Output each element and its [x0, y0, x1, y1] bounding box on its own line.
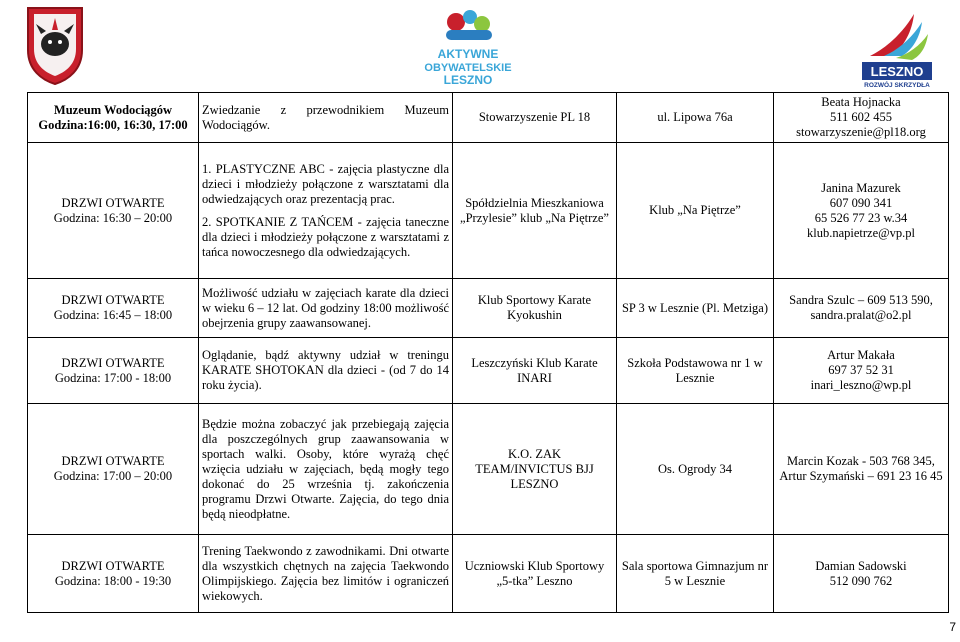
contact-cell	[774, 535, 949, 613]
contact-line: 512 090 762	[829, 573, 893, 588]
location-cell	[617, 535, 774, 613]
contact-line: Beata Hojnacka	[821, 95, 901, 109]
contact-cell	[774, 279, 949, 338]
time-line: Godzina: 18:00 - 19:30	[54, 573, 172, 588]
organizer-text: Spółdzielnia Mieszkaniowa „Przylesie” klub „Na Piętrze”	[460, 195, 609, 225]
logo-word-1: AKTYWNE	[437, 47, 499, 61]
logo-word-2: OBYWATELSKIE	[424, 62, 512, 74]
contact-cell	[774, 93, 949, 143]
location-cell	[617, 93, 774, 143]
location-text: Klub „Na Piętrze”	[649, 203, 741, 217]
organizer-cell	[453, 338, 617, 404]
description-text: Zwiedzanie z przewodnikiem Muzeum Wodociągów.	[202, 102, 449, 132]
schedule-table	[27, 92, 949, 613]
table-row	[28, 535, 949, 613]
location-text: Sala sportowa Gimnazjum nr 5 w Lesznie	[621, 558, 769, 588]
organizer-text: LESZNO	[510, 476, 559, 491]
contact-line: klub.napietrze@vp.pl	[806, 225, 915, 240]
time-line: Godzina: 17:00 – 20:00	[53, 469, 173, 483]
time-cell	[28, 93, 199, 143]
leszno-logo-subtitle: ROZWÓJ SKRZYDŁA	[864, 82, 930, 88]
time-cell	[28, 404, 199, 535]
coat-of-arms-logo	[24, 4, 86, 86]
time-line: DRZWI OTWARTE	[61, 454, 165, 468]
time-line: Godzina: 17:00 - 18:00	[54, 370, 172, 385]
location-cell	[617, 338, 774, 404]
location-cell	[617, 143, 774, 279]
time-cell	[28, 535, 199, 613]
organizer-cell	[453, 404, 617, 535]
organizer-text: K.O. ZAK	[507, 446, 562, 461]
time-line: Godzina: 16:30 – 20:00	[53, 210, 173, 225]
organizer-cell	[453, 535, 617, 613]
contact-line: Artur Szymański – 691 23 16 45	[779, 469, 943, 483]
table-row	[28, 404, 949, 535]
organizer-text: Stowarzyszenie PL 18	[478, 110, 591, 124]
logo-word-3: LESZNO	[443, 73, 493, 87]
location-text: Os. Ogrody 34	[658, 461, 732, 476]
contact-line: Janina Mazurek	[821, 180, 901, 195]
time-line: DRZWI OTWARTE	[61, 293, 165, 307]
organizer-cell	[453, 143, 617, 279]
organizer-cell	[453, 279, 617, 338]
location-cell	[617, 404, 774, 535]
time-line: Muzeum Wodociągów	[53, 102, 173, 117]
table-row	[28, 338, 949, 404]
description-cell	[199, 404, 453, 535]
leszno-city-logo	[862, 8, 932, 88]
organizer-cell	[453, 93, 617, 143]
table-row	[28, 143, 949, 279]
contact-line: 511 602 455	[829, 110, 893, 124]
contact-cell	[774, 338, 949, 404]
time-line: Godzina:16:00, 16:30, 17:00	[38, 117, 188, 132]
contact-line: inari_leszno@wp.pl	[810, 378, 912, 392]
description-text: Będzie można zobaczyć jak przebiegają zajęcia dla poszczególnych grup zaawansowania w sportach walki. Osoby, które wyrażą chęć wzięcia udziału w zajęciach, będą mogły tego dokonać do 25 września tj. zakończenia programu Drzwi Otwarte. Zajęcia, do tego dnia będą nieodpłatne.	[202, 416, 449, 521]
description-cell	[199, 279, 453, 338]
table-row	[28, 279, 949, 338]
time-line: DRZWI OTWARTE	[61, 195, 165, 210]
contact-line: Marcin Kozak - 503 768 345,	[787, 454, 935, 468]
contact-cell	[774, 143, 949, 279]
contact-line: Sandra Szulc – 609 513 590, sandra.pralat@o2.pl	[789, 293, 933, 322]
description-cell	[199, 143, 453, 279]
time-line: Godzina: 16:45 – 18:00	[53, 308, 173, 322]
table-row	[28, 93, 949, 143]
description-cell	[199, 93, 453, 143]
contact-line: stowarzyszenie@pl18.org	[796, 125, 926, 139]
description-text: 2. SPOTKANIE Z TAŃCEM - zajęcia taneczne dla dzieci i młodzieży połączone z warsztatami z tańca nowoczesnego dla odwiedzających.	[202, 214, 449, 259]
organizer-text: TEAM/INVICTUS BJJ	[475, 461, 594, 476]
organizer-text: Leszczyński Klub Karate INARI	[471, 355, 598, 385]
description-text: Trening Taekwondo z zawodnikami. Dni otwarte dla wszystkich chętnych na zajęcia Taekwondo Olimpijskiego. Zajęcia bez limitów i ograniczeń wiekowych.	[202, 543, 449, 603]
time-cell	[28, 143, 199, 279]
description-text: 1. PLASTYCZNE ABC - zajęcia plastyczne dla dzieci i młodzieży połączone z warsztatami dla odwiedzających oraz prezentacją prac.	[202, 161, 449, 206]
page-number: 7	[949, 620, 956, 634]
time-line: DRZWI OTWARTE	[61, 558, 165, 573]
aktywne-obywatelskie-leszno-logo	[416, 8, 520, 88]
time-cell	[28, 338, 199, 404]
organizer-text: Uczniowski Klub Sportowy „5-tka” Leszno	[464, 558, 605, 588]
location-cell	[617, 279, 774, 338]
description-cell	[199, 535, 453, 613]
description-text: Możliwość udziału w zajęciach karate dla dzieci w wieku 6 – 12 lat. Od godziny 18:00 możliwość obejrzenia grupy zaawansowanej.	[202, 285, 449, 330]
location-text: ul. Lipowa 76a	[657, 110, 733, 124]
contact-line: Damian Sadowski	[815, 558, 907, 573]
organizer-text: Klub Sportowy Karate Kyokushin	[477, 293, 592, 322]
location-text: Szkoła Podstawowa nr 1 w Lesznie	[627, 355, 763, 385]
contact-line: 697 37 52 31	[828, 363, 894, 377]
time-line: DRZWI OTWARTE	[61, 355, 165, 370]
time-cell	[28, 279, 199, 338]
contact-cell	[774, 404, 949, 535]
location-text: SP 3 w Lesznie (Pl. Metziga)	[621, 300, 769, 315]
contact-line: 65 526 77 23 w.34	[814, 210, 908, 225]
contact-line: 607 090 341	[829, 195, 893, 210]
leszno-logo-title: LESZNO	[870, 64, 924, 79]
description-text: Oglądanie, bądź aktywny udział w treningu KARATE SHOTOKAN dla dzieci - (od 7 do 14 roku życia).	[202, 348, 449, 392]
description-cell	[199, 338, 453, 404]
contact-line: Artur Makała	[827, 348, 895, 362]
